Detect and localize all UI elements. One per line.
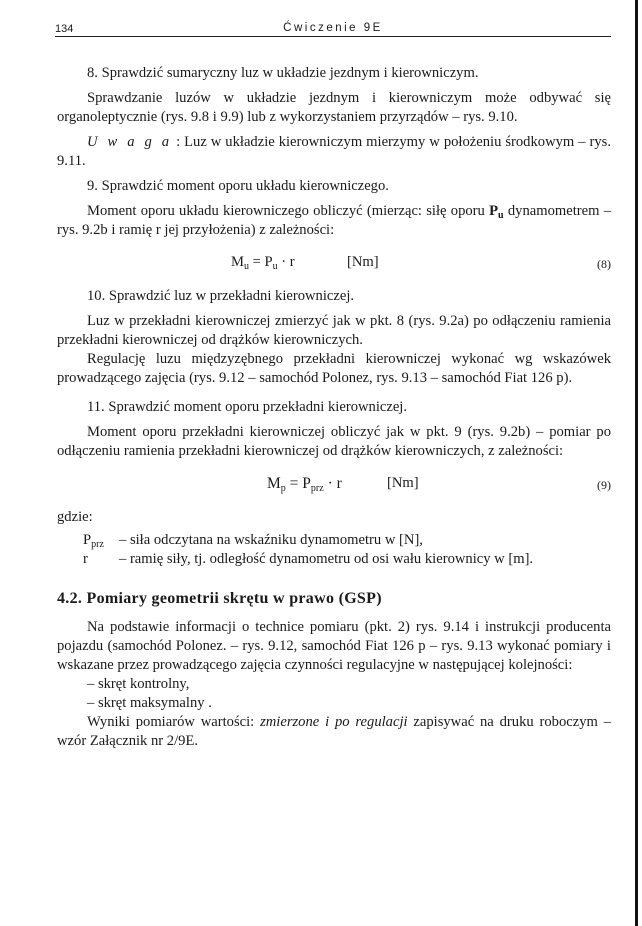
definition-row <box>57 550 611 569</box>
running-title: Ćwiczenie 9E <box>283 22 383 34</box>
section-paragraph: Na podstawie informacji o technice pomiaru (pkt. 2) rys. 9.14 i instrukcji producenta pojazdu (samochód Polonez. – rys. 9.12, samochód Fiat 126 p – rys. 9.13 wykonać pomiary i wskazane przez prowadzącego zajęcia czynności regulacyjne w następującej kolejności: <box>57 619 611 673</box>
paragraph-regulation: Regulację luzu międzyzębnego przekładni kierowniczej wykonać wg wskazówek prowadzącego zajęcia (rys. 9.12 – samochód Polonez, rys. 9.13 – samochód Fiat 126 p). <box>57 351 611 386</box>
scan-edge-line <box>635 0 638 926</box>
step-11: 11. Sprawdzić moment oporu przekładni kierowniczej. <box>87 399 408 415</box>
results-italic: zmierzone i po regulacji <box>260 714 408 730</box>
definition-symbol: $P_{prz}$ <box>83 532 104 550</box>
paragraph-luz-check: Sprawdzanie luzów w układzie jezdnym i kierowniczym może odbywać się organoleptycznie (rys. 9.8 i 9.9) lub z wykorzystaniem przyrządów – rys. 9.10. <box>57 90 611 125</box>
page-number: 134 <box>55 23 74 35</box>
step-10: 10. Sprawdzić luz w przekładni kierowniczej. <box>87 288 355 304</box>
formula-9-expression: $M_p = P_{prz} \cdot r$ <box>267 475 342 494</box>
section-heading: 4.2. Pomiary geometrii skrętu w prawo (GSP) <box>57 590 382 607</box>
formula-8 <box>57 253 611 275</box>
note-text: : Luz w układzie kierowniczym mierzymy w położeniu środkowym – rys. 9.11. <box>57 134 612 169</box>
results-paragraph: Wyniki pomiarów wartości: zmierzone i po regulacji zapisywać na druku roboczym – wzór Załącznik nr 2/9E. <box>57 714 611 749</box>
force-symbol: $P_u$ <box>489 203 504 221</box>
paragraph-moment-gear: Moment oporu przekładni kierowniczej obliczyć jak w pkt. 9 (rys. 9.2b) – pomiar po odłączeniu ramienia przekładni kierowniczej od drążków kierowniczych, z zależności: <box>57 424 611 459</box>
page-header <box>55 18 611 37</box>
note-label: U w a g a <box>87 134 173 150</box>
where-label: gdzie: <box>57 509 93 525</box>
definition-symbol: r <box>83 551 88 567</box>
formula-9-number: (9) <box>597 478 611 492</box>
formula-9 <box>57 474 611 496</box>
note-paragraph <box>57 133 611 171</box>
paragraph-moment-steering: Moment oporu układu kierowniczego obliczyć (mierząc: siłę oporu $P_u$ dynamometrem – rys. 9.2b i ramię r jej przyłożenia) z zależności: <box>57 203 611 238</box>
definition-text: – siła odczytana na wskaźniku dynamometru w [N], <box>119 532 423 548</box>
formula-8-expression: $M_u = P_u \cdot r$ <box>231 254 295 272</box>
formula-8-unit: [Nm] <box>347 254 379 270</box>
definition-row <box>57 531 611 550</box>
definition-text: – ramię siły, tj. odległość dynamometru od osi wału kierownicy w [m]. <box>119 551 534 567</box>
step-8: 8. Sprawdzić sumaryczny luz w układzie jezdnym i kierowniczym. <box>87 65 479 81</box>
formula-8-number: (8) <box>597 257 611 271</box>
list-item: – skręt maksymalny . <box>87 695 212 711</box>
page-content <box>57 64 611 751</box>
step-9: 9. Sprawdzić moment oporu układu kierowniczego. <box>87 178 389 194</box>
list-item: – skręt kontrolny, <box>87 676 190 692</box>
paragraph-gear-luz: Luz w przekładni kierowniczej zmierzyć jak w pkt. 8 (rys. 9.2a) po odłączeniu ramienia przekładni kierowniczej od drążków kierowniczych. <box>57 313 611 348</box>
definitions-list <box>57 531 611 569</box>
formula-9-unit: [Nm] <box>387 475 419 491</box>
